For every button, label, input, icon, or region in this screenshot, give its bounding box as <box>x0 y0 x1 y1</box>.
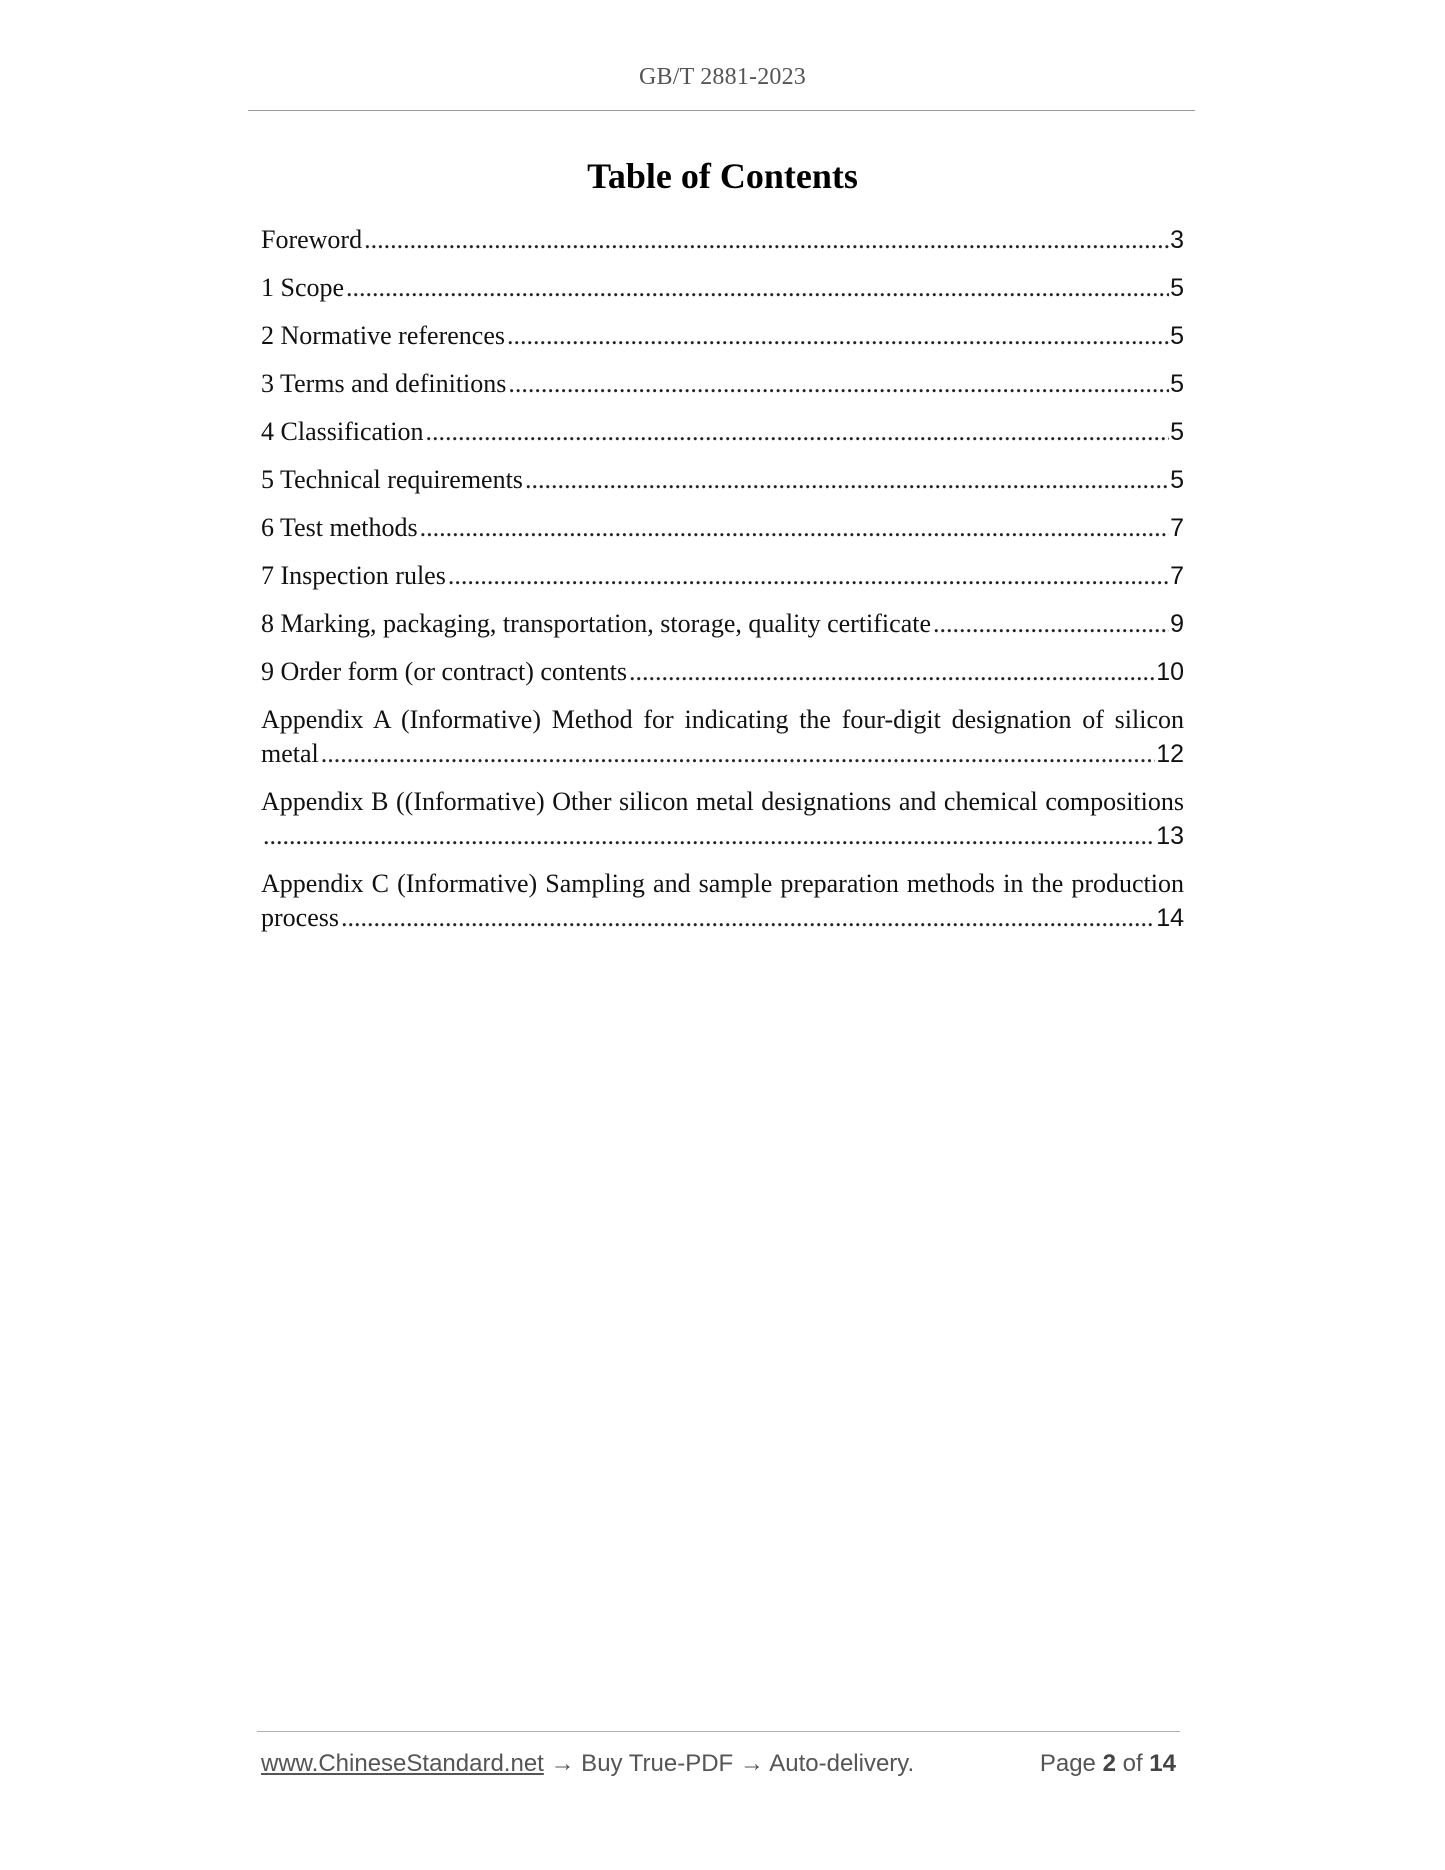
toc-entry-page: 13 <box>1156 822 1184 850</box>
toc-entry-inspection-rules[interactable] <box>261 559 1184 593</box>
toc-entry-label-continued: process <box>261 903 339 932</box>
toc-entry-classification[interactable] <box>261 415 1184 449</box>
toc-entry-label: 8 Marking, packaging, transportation, storage, quality certificate <box>261 609 931 638</box>
toc-entry-page: 7 <box>1170 562 1184 590</box>
dot-leader <box>341 901 1155 935</box>
dot-leader <box>263 819 1155 853</box>
toc-entry-appendix-c[interactable] <box>261 867 1184 935</box>
site-link[interactable]: www.ChineseStandard.net <box>261 1750 544 1777</box>
of-word: of <box>1122 1750 1143 1777</box>
current-page-number: 2 <box>1102 1750 1116 1777</box>
toc-entry-label: Appendix C (Informative) Sampling and sample preparation methods in the production <box>261 869 1184 898</box>
toc-entry-page: 7 <box>1170 514 1184 542</box>
toc-entry-label: Appendix B ((Informative) Other silicon metal designations and chemical compositions <box>261 787 1184 816</box>
toc-entry-label: 2 Normative references <box>261 321 505 350</box>
page-indicator <box>1040 1750 1176 1778</box>
toc-entry-scope[interactable] <box>261 271 1184 305</box>
toc-entry-test-methods[interactable] <box>261 511 1184 545</box>
page-word: Page <box>1039 1750 1096 1777</box>
dot-leader <box>425 415 1169 449</box>
toc-entry-label: Foreword <box>261 225 363 254</box>
dot-leader <box>507 319 1169 353</box>
toc-entry-order-form[interactable] <box>261 655 1184 689</box>
toc-entry-label: 5 Technical requirements <box>261 465 523 494</box>
toc-entry-label: 6 Test methods <box>261 513 418 542</box>
dot-leader <box>364 223 1169 257</box>
dot-leader <box>629 655 1155 689</box>
toc-entry-label: 4 Classification <box>261 417 424 446</box>
toc-entry-marking-packaging[interactable] <box>261 607 1184 641</box>
toc-title: Table of Contents <box>587 156 858 196</box>
toc-entry-label: 7 Inspection rules <box>261 561 446 590</box>
toc-entry-page: 3 <box>1170 226 1184 254</box>
toc-entry-foreword[interactable] <box>261 223 1184 257</box>
dot-leader <box>346 271 1169 305</box>
toc-entry-page: 5 <box>1170 322 1184 350</box>
toc-entry-technical-requirements[interactable] <box>261 463 1184 497</box>
toc-entry-label: 1 Scope <box>261 273 345 302</box>
dot-leader <box>448 559 1169 593</box>
dot-leader <box>420 511 1170 545</box>
toc-entry-page: 5 <box>1170 466 1184 494</box>
dot-leader <box>933 607 1169 641</box>
toc-entry-label: 9 Order form (or contract) contents <box>261 657 628 686</box>
toc-entry-label: 3 Terms and definitions <box>261 369 507 398</box>
header-divider <box>248 110 1195 111</box>
toc-entry-page: 5 <box>1170 274 1184 302</box>
toc-entry-label: Appendix A (Informative) Method for indicating the four-digit designation of silicon <box>261 705 1184 734</box>
toc-entry-label-continued: metal <box>261 739 319 768</box>
toc-entry-page: 9 <box>1170 610 1184 638</box>
dot-leader <box>508 367 1169 401</box>
toc-entry-appendix-b[interactable] <box>261 785 1184 853</box>
running-header: GB/T 2881-2023 <box>638 64 807 90</box>
dot-leader <box>525 463 1169 497</box>
footer-tagline: → Buy True-PDF → Auto-delivery. <box>543 1750 915 1777</box>
footer-divider <box>257 1731 1180 1732</box>
total-page-count: 14 <box>1149 1750 1176 1777</box>
dot-leader <box>321 737 1155 771</box>
toc-entry-appendix-a[interactable] <box>261 703 1184 771</box>
table-of-contents <box>261 223 1184 949</box>
toc-entry-page: 5 <box>1170 370 1184 398</box>
toc-entry-page: 5 <box>1170 418 1184 446</box>
toc-entry-page: 10 <box>1156 658 1184 686</box>
toc-entry-normative-references[interactable] <box>261 319 1184 353</box>
toc-entry-terms-and-definitions[interactable] <box>261 367 1184 401</box>
toc-entry-page: 14 <box>1156 904 1184 932</box>
footer-promo <box>261 1750 914 1778</box>
toc-entry-page: 12 <box>1156 740 1184 768</box>
